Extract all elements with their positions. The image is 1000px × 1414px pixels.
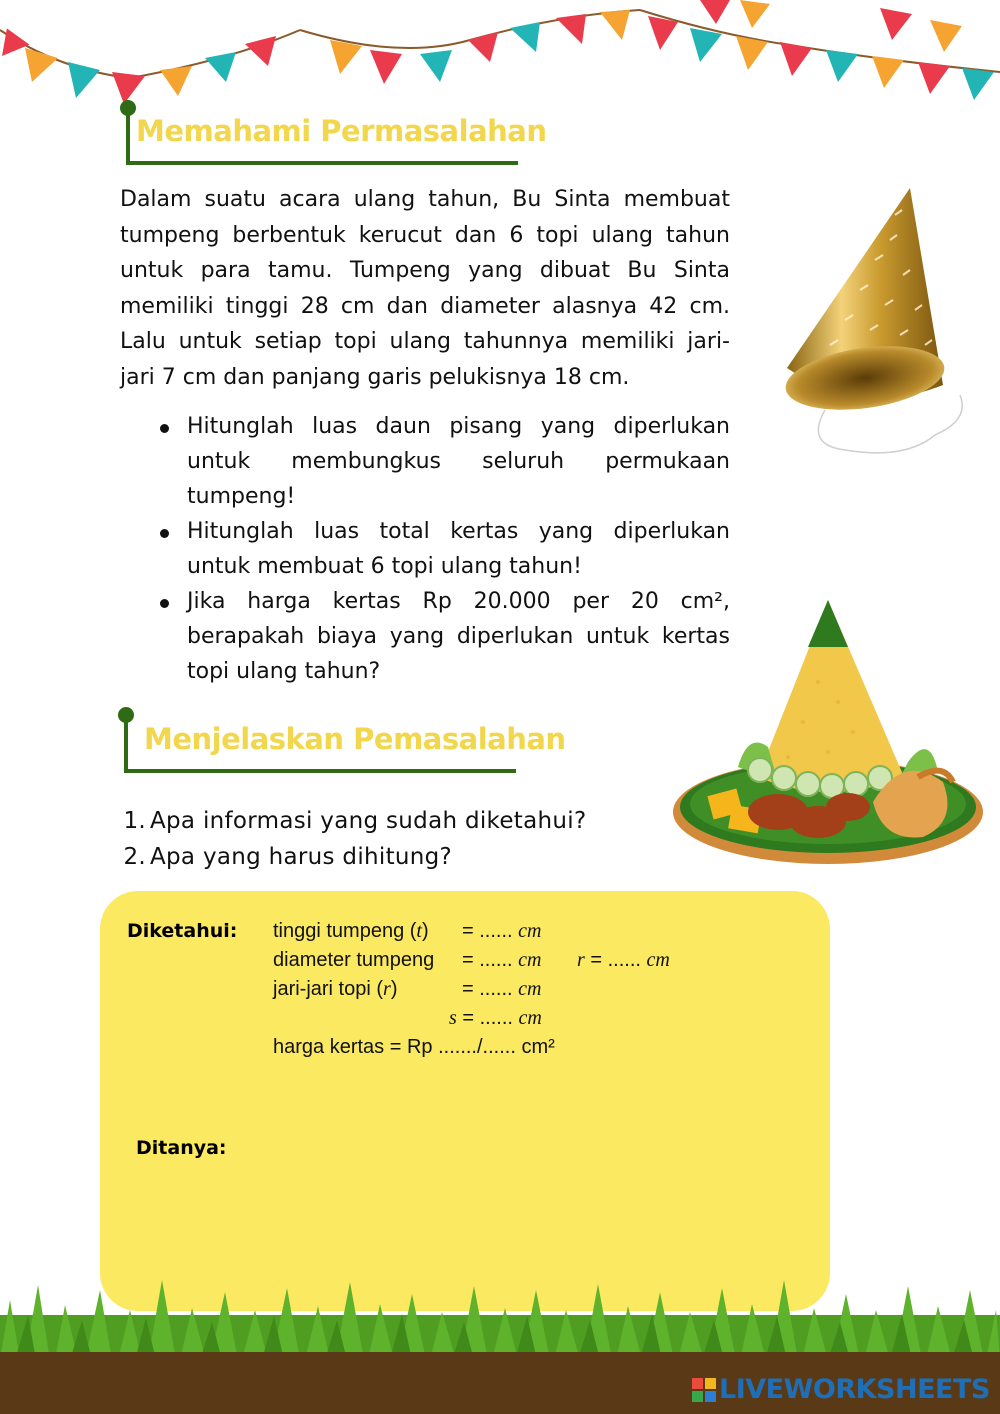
- task-text: Hitunglah luas total kertas yang diperlukan untuk membuat 6 topi ulang tahun!: [187, 519, 730, 579]
- known-row-slant: [449, 1007, 542, 1030]
- row-variable: s: [449, 1007, 457, 1029]
- task-item: [120, 409, 730, 514]
- bullet-icon: [160, 424, 169, 433]
- row-variable: t: [416, 920, 422, 942]
- question-text: Apa informasi yang sudah diketahui?: [150, 808, 587, 834]
- title-decoration-line-vertical: [126, 110, 130, 164]
- tumpeng-illustration: [668, 592, 993, 877]
- question-item: [120, 803, 586, 839]
- paragraph-line: Lalu untuk setiap topi ulang tahunnya memiliki jari-: [120, 329, 730, 354]
- title-decoration-line-vertical: [124, 717, 128, 773]
- row-label: diameter tumpeng: [273, 949, 435, 971]
- known-row-hat-radius-value: [462, 978, 541, 1001]
- question-item: [120, 839, 586, 875]
- row-blank[interactable]: = ......: [462, 920, 513, 942]
- grass-decoration: [0, 1270, 1000, 1360]
- bunting-decoration: [0, 0, 1000, 120]
- bullet-icon: [160, 599, 169, 608]
- paragraph-line: tumpeng berbentuk kerucut dan 6 topi ulang tahun: [120, 222, 730, 248]
- known-row-diameter: [273, 949, 434, 972]
- known-label: Diketahui:: [127, 920, 238, 942]
- task-item: [120, 514, 730, 584]
- row-blank[interactable]: = ......: [462, 949, 513, 971]
- paragraph-line: jari 7 cm dan panjang garis pelukisnya 18 cm.: [120, 364, 630, 390]
- task-item: [120, 584, 730, 689]
- row-unit: cm: [518, 978, 542, 1000]
- question-number: 1.: [123, 808, 146, 834]
- asked-label: Ditanya:: [136, 1137, 227, 1159]
- question-text: Apa yang harus dihitung?: [150, 844, 453, 870]
- row-variable: r: [577, 949, 585, 971]
- row-blank[interactable]: = ......: [590, 949, 641, 971]
- known-row-height: [273, 920, 429, 943]
- row-label-close: ): [390, 978, 398, 1000]
- liveworksheets-logo-icon: [692, 1378, 716, 1402]
- row-label-close: ): [421, 920, 429, 942]
- known-row-height-value: [462, 920, 541, 943]
- bullet-icon: [160, 529, 169, 538]
- question-list: [120, 803, 586, 875]
- task-text: Hitunglah luas daun pisang yang diperlukan untuk membungkus seluruh permukaan tumpeng!: [187, 414, 730, 509]
- row-label: tinggi tumpeng (: [273, 920, 417, 942]
- row-blank[interactable]: = ......: [462, 978, 513, 1000]
- liveworksheets-brand-text: LIVEWORKSHEETS: [719, 1374, 990, 1405]
- section-title-explaining: Menjelaskan Pemasalahan: [144, 722, 566, 756]
- section-title-understanding: Memahami Permasalahan: [136, 114, 547, 148]
- known-row-paper-price[interactable]: harga kertas = Rp ......./...... cm²: [273, 1036, 555, 1058]
- task-text: Jika harga kertas Rp 20.000 per 20 cm², berapakah biaya yang diperlukan untuk kertas topi ulang tahun?: [187, 589, 730, 684]
- liveworksheets-logo[interactable]: [692, 1374, 990, 1405]
- row-unit: cm: [518, 1007, 542, 1029]
- row-unit: cm: [518, 920, 542, 942]
- row-variable: r: [383, 978, 391, 1000]
- row-unit: cm: [646, 949, 670, 971]
- paragraph-line: memiliki tinggi 28 cm dan diameter alasnya 42 cm.: [120, 293, 730, 319]
- problem-paragraph: [120, 182, 730, 395]
- question-number: 2.: [123, 844, 146, 870]
- paragraph-line: Dalam suatu acara ulang tahun, Bu Sinta membuat: [120, 187, 730, 212]
- known-row-hat-radius: [273, 978, 398, 1001]
- title-decoration-line-horizontal: [126, 161, 518, 165]
- task-list: [120, 409, 730, 689]
- row-label: jari-jari topi (: [273, 978, 384, 1000]
- title-decoration-line-horizontal: [124, 769, 516, 773]
- paragraph-line: untuk para tamu. Tumpeng yang dibuat Bu Sinta: [120, 258, 730, 283]
- known-row-radius-value: [577, 949, 670, 972]
- row-unit: cm: [518, 949, 542, 971]
- row-blank[interactable]: = ......: [462, 1007, 513, 1029]
- known-row-diameter-value: [462, 949, 541, 972]
- party-hat-illustration: [775, 180, 975, 465]
